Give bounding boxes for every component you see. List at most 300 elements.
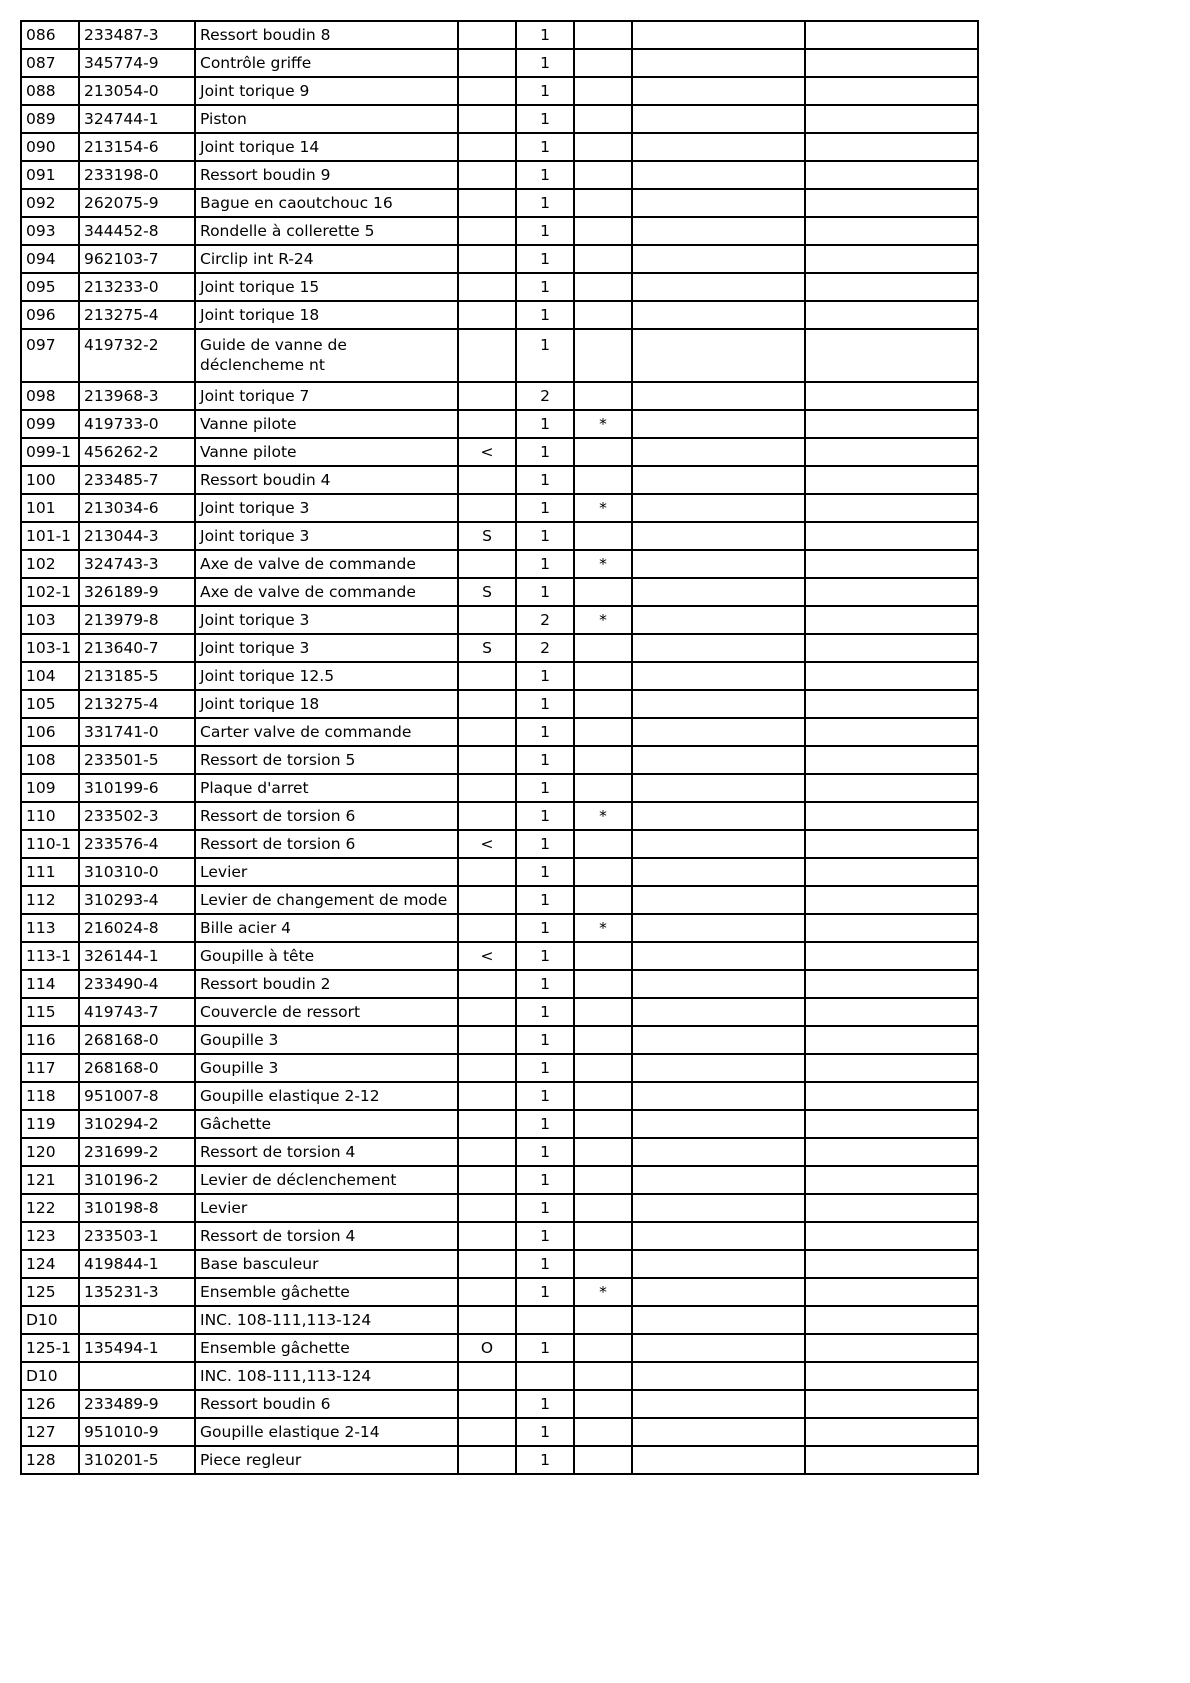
flag-cell bbox=[458, 1138, 516, 1166]
description-cell: Goupille à tête bbox=[195, 942, 458, 970]
note-mark-cell bbox=[574, 273, 632, 301]
part-number-cell: 419743-7 bbox=[79, 998, 195, 1026]
flag-cell bbox=[458, 1446, 516, 1474]
part-number-cell: 324744-1 bbox=[79, 105, 195, 133]
table-row bbox=[21, 998, 978, 1026]
blank-cell bbox=[805, 1222, 978, 1250]
description-cell: Piece regleur bbox=[195, 1446, 458, 1474]
blank-cell bbox=[805, 718, 978, 746]
note-mark-cell: * bbox=[574, 410, 632, 438]
flag-cell bbox=[458, 273, 516, 301]
quantity-cell: 1 bbox=[516, 1138, 574, 1166]
flag-cell bbox=[458, 886, 516, 914]
blank-cell bbox=[805, 217, 978, 245]
part-number-cell: 345774-9 bbox=[79, 49, 195, 77]
table-row bbox=[21, 634, 978, 662]
part-number-cell: 456262-2 bbox=[79, 438, 195, 466]
quantity-cell: 1 bbox=[516, 77, 574, 105]
part-number-cell: 213640-7 bbox=[79, 634, 195, 662]
item-number-cell: 103 bbox=[21, 606, 79, 634]
item-number-cell: 126 bbox=[21, 1390, 79, 1418]
blank-cell bbox=[805, 1418, 978, 1446]
blank-cell bbox=[805, 774, 978, 802]
item-number-cell: 118 bbox=[21, 1082, 79, 1110]
part-number-cell: 213275-4 bbox=[79, 301, 195, 329]
flag-cell bbox=[458, 1362, 516, 1390]
quantity-cell: 1 bbox=[516, 133, 574, 161]
blank-cell bbox=[805, 550, 978, 578]
blank-cell bbox=[805, 466, 978, 494]
table-row bbox=[21, 1138, 978, 1166]
table-row bbox=[21, 105, 978, 133]
quantity-cell: 1 bbox=[516, 578, 574, 606]
note-mark-cell bbox=[574, 1390, 632, 1418]
flag-cell bbox=[458, 1082, 516, 1110]
item-number-cell: 125 bbox=[21, 1278, 79, 1306]
flag-cell: < bbox=[458, 942, 516, 970]
description-cell: Piston bbox=[195, 105, 458, 133]
part-number-cell: 233487-3 bbox=[79, 21, 195, 49]
flag-cell bbox=[458, 466, 516, 494]
table-row bbox=[21, 1278, 978, 1306]
blank-cell bbox=[632, 161, 805, 189]
flag-cell bbox=[458, 858, 516, 886]
description-cell: Joint torique 9 bbox=[195, 77, 458, 105]
description-cell: Ressort boudin 4 bbox=[195, 466, 458, 494]
blank-cell bbox=[632, 1250, 805, 1278]
description-cell: Joint torique 3 bbox=[195, 606, 458, 634]
description-cell: INC. 108-111,113-124 bbox=[195, 1306, 458, 1334]
item-number-cell: 127 bbox=[21, 1418, 79, 1446]
item-number-cell: 096 bbox=[21, 301, 79, 329]
blank-cell bbox=[805, 858, 978, 886]
description-cell: Ressort de torsion 4 bbox=[195, 1222, 458, 1250]
blank-cell bbox=[805, 914, 978, 942]
flag-cell: S bbox=[458, 522, 516, 550]
table-row bbox=[21, 774, 978, 802]
table-row bbox=[21, 133, 978, 161]
quantity-cell: 1 bbox=[516, 662, 574, 690]
quantity-cell: 1 bbox=[516, 189, 574, 217]
note-mark-cell bbox=[574, 49, 632, 77]
table-row bbox=[21, 1222, 978, 1250]
note-mark-cell bbox=[574, 105, 632, 133]
quantity-cell: 1 bbox=[516, 802, 574, 830]
description-cell: Joint torique 12.5 bbox=[195, 662, 458, 690]
table-row bbox=[21, 1250, 978, 1278]
part-number-cell: 233489-9 bbox=[79, 1390, 195, 1418]
blank-cell bbox=[805, 382, 978, 410]
item-number-cell: 095 bbox=[21, 273, 79, 301]
part-number-cell: 135231-3 bbox=[79, 1278, 195, 1306]
flag-cell bbox=[458, 189, 516, 217]
table-row bbox=[21, 1418, 978, 1446]
description-cell: Ressort de torsion 5 bbox=[195, 746, 458, 774]
blank-cell bbox=[805, 301, 978, 329]
description-cell: Ressort de torsion 6 bbox=[195, 802, 458, 830]
blank-cell bbox=[805, 802, 978, 830]
table-row bbox=[21, 1390, 978, 1418]
quantity-cell: 1 bbox=[516, 830, 574, 858]
part-number-cell: 344452-8 bbox=[79, 217, 195, 245]
blank-cell bbox=[805, 1138, 978, 1166]
quantity-cell: 2 bbox=[516, 606, 574, 634]
blank-cell bbox=[632, 301, 805, 329]
note-mark-cell bbox=[574, 1250, 632, 1278]
description-cell: Levier bbox=[195, 858, 458, 886]
table-row bbox=[21, 550, 978, 578]
description-cell: Goupille 3 bbox=[195, 1054, 458, 1082]
table-row bbox=[21, 217, 978, 245]
part-number-cell: 419844-1 bbox=[79, 1250, 195, 1278]
flag-cell bbox=[458, 21, 516, 49]
table-row bbox=[21, 245, 978, 273]
description-cell: Levier de changement de mode bbox=[195, 886, 458, 914]
blank-cell bbox=[632, 1082, 805, 1110]
part-number-cell: 310294-2 bbox=[79, 1110, 195, 1138]
part-number-cell: 233485-7 bbox=[79, 466, 195, 494]
flag-cell bbox=[458, 550, 516, 578]
flag-cell bbox=[458, 774, 516, 802]
flag-cell bbox=[458, 77, 516, 105]
flag-cell bbox=[458, 914, 516, 942]
note-mark-cell: * bbox=[574, 802, 632, 830]
part-number-cell: 310199-6 bbox=[79, 774, 195, 802]
item-number-cell: 100 bbox=[21, 466, 79, 494]
description-cell: Goupille elastique 2-12 bbox=[195, 1082, 458, 1110]
part-number-cell: 419733-0 bbox=[79, 410, 195, 438]
quantity-cell: 1 bbox=[516, 49, 574, 77]
note-mark-cell bbox=[574, 970, 632, 998]
quantity-cell bbox=[516, 1306, 574, 1334]
note-mark-cell bbox=[574, 998, 632, 1026]
description-cell: Levier bbox=[195, 1194, 458, 1222]
blank-cell bbox=[632, 998, 805, 1026]
quantity-cell: 1 bbox=[516, 273, 574, 301]
table-row bbox=[21, 329, 978, 382]
item-number-cell: 098 bbox=[21, 382, 79, 410]
table-row bbox=[21, 1082, 978, 1110]
quantity-cell: 2 bbox=[516, 634, 574, 662]
description-cell: Base basculeur bbox=[195, 1250, 458, 1278]
description-cell: Ensemble gâchette bbox=[195, 1334, 458, 1362]
quantity-cell: 1 bbox=[516, 998, 574, 1026]
item-number-cell: 104 bbox=[21, 662, 79, 690]
flag-cell bbox=[458, 1026, 516, 1054]
table-row bbox=[21, 1362, 978, 1390]
blank-cell bbox=[632, 1026, 805, 1054]
note-mark-cell bbox=[574, 1082, 632, 1110]
item-number-cell: 119 bbox=[21, 1110, 79, 1138]
part-number-cell: 326144-1 bbox=[79, 942, 195, 970]
flag-cell: S bbox=[458, 578, 516, 606]
description-cell: Vanne pilote bbox=[195, 438, 458, 466]
quantity-cell: 1 bbox=[516, 858, 574, 886]
quantity-cell: 1 bbox=[516, 494, 574, 522]
description-cell: Joint torique 3 bbox=[195, 634, 458, 662]
item-number-cell: 089 bbox=[21, 105, 79, 133]
blank-cell bbox=[805, 1278, 978, 1306]
item-number-cell: 111 bbox=[21, 858, 79, 886]
item-number-cell: 113 bbox=[21, 914, 79, 942]
blank-cell bbox=[805, 606, 978, 634]
part-number-cell: 310293-4 bbox=[79, 886, 195, 914]
note-mark-cell: * bbox=[574, 914, 632, 942]
quantity-cell bbox=[516, 1362, 574, 1390]
note-mark-cell: * bbox=[574, 606, 632, 634]
description-cell: Circlip int R-24 bbox=[195, 245, 458, 273]
blank-cell bbox=[805, 245, 978, 273]
table-row bbox=[21, 606, 978, 634]
note-mark-cell bbox=[574, 382, 632, 410]
note-mark-cell bbox=[574, 1194, 632, 1222]
description-cell: Joint torique 14 bbox=[195, 133, 458, 161]
note-mark-cell bbox=[574, 1446, 632, 1474]
flag-cell bbox=[458, 494, 516, 522]
blank-cell bbox=[632, 1110, 805, 1138]
flag-cell bbox=[458, 1222, 516, 1250]
part-number-cell: 419732-2 bbox=[79, 329, 195, 382]
flag-cell bbox=[458, 1166, 516, 1194]
quantity-cell: 1 bbox=[516, 1418, 574, 1446]
blank-cell bbox=[805, 49, 978, 77]
quantity-cell: 1 bbox=[516, 1082, 574, 1110]
description-cell: Gâchette bbox=[195, 1110, 458, 1138]
item-number-cell: 105 bbox=[21, 690, 79, 718]
blank-cell bbox=[805, 77, 978, 105]
flag-cell bbox=[458, 133, 516, 161]
item-number-cell: D10 bbox=[21, 1362, 79, 1390]
blank-cell bbox=[632, 970, 805, 998]
blank-cell bbox=[632, 690, 805, 718]
blank-cell bbox=[805, 329, 978, 382]
blank-cell bbox=[632, 1390, 805, 1418]
part-number-cell: 135494-1 bbox=[79, 1334, 195, 1362]
blank-cell bbox=[805, 494, 978, 522]
blank-cell bbox=[805, 1166, 978, 1194]
blank-cell bbox=[805, 970, 978, 998]
blank-cell bbox=[632, 858, 805, 886]
description-cell: Ressort de torsion 4 bbox=[195, 1138, 458, 1166]
description-cell: Joint torique 15 bbox=[195, 273, 458, 301]
quantity-cell: 1 bbox=[516, 1026, 574, 1054]
note-mark-cell bbox=[574, 1110, 632, 1138]
blank-cell bbox=[805, 830, 978, 858]
flag-cell: < bbox=[458, 438, 516, 466]
description-cell: Ressort de torsion 6 bbox=[195, 830, 458, 858]
note-mark-cell bbox=[574, 522, 632, 550]
blank-cell bbox=[805, 1054, 978, 1082]
blank-cell bbox=[632, 942, 805, 970]
quantity-cell: 1 bbox=[516, 1110, 574, 1138]
description-cell: Vanne pilote bbox=[195, 410, 458, 438]
part-number-cell: 310201-5 bbox=[79, 1446, 195, 1474]
blank-cell bbox=[632, 550, 805, 578]
table-row bbox=[21, 830, 978, 858]
description-cell: Contrôle griffe bbox=[195, 49, 458, 77]
blank-cell bbox=[805, 273, 978, 301]
blank-cell bbox=[632, 774, 805, 802]
item-number-cell: 113-1 bbox=[21, 942, 79, 970]
note-mark-cell bbox=[574, 858, 632, 886]
part-number-cell: 233501-5 bbox=[79, 746, 195, 774]
quantity-cell: 1 bbox=[516, 746, 574, 774]
note-mark-cell bbox=[574, 1166, 632, 1194]
part-number-cell: 262075-9 bbox=[79, 189, 195, 217]
note-mark-cell bbox=[574, 77, 632, 105]
quantity-cell: 1 bbox=[516, 1334, 574, 1362]
table-row bbox=[21, 942, 978, 970]
item-number-cell: 110 bbox=[21, 802, 79, 830]
blank-cell bbox=[632, 105, 805, 133]
note-mark-cell bbox=[574, 718, 632, 746]
blank-cell bbox=[632, 522, 805, 550]
flag-cell bbox=[458, 662, 516, 690]
part-number-cell bbox=[79, 1362, 195, 1390]
flag-cell bbox=[458, 606, 516, 634]
note-mark-cell bbox=[574, 245, 632, 273]
quantity-cell: 1 bbox=[516, 1446, 574, 1474]
note-mark-cell bbox=[574, 690, 632, 718]
blank-cell bbox=[632, 606, 805, 634]
item-number-cell: 120 bbox=[21, 1138, 79, 1166]
item-number-cell: 086 bbox=[21, 21, 79, 49]
item-number-cell: 108 bbox=[21, 746, 79, 774]
description-cell: Ressort boudin 9 bbox=[195, 161, 458, 189]
item-number-cell: 106 bbox=[21, 718, 79, 746]
description-cell: Guide de vanne de déclencheme nt bbox=[195, 329, 458, 382]
item-number-cell: 103-1 bbox=[21, 634, 79, 662]
blank-cell bbox=[805, 1110, 978, 1138]
note-mark-cell: * bbox=[574, 1278, 632, 1306]
note-mark-cell bbox=[574, 886, 632, 914]
blank-cell bbox=[632, 245, 805, 273]
note-mark-cell bbox=[574, 662, 632, 690]
note-mark-cell bbox=[574, 1138, 632, 1166]
description-cell: Levier de déclenchement bbox=[195, 1166, 458, 1194]
flag-cell bbox=[458, 746, 516, 774]
quantity-cell: 1 bbox=[516, 1194, 574, 1222]
table-row bbox=[21, 466, 978, 494]
item-number-cell: D10 bbox=[21, 1306, 79, 1334]
description-cell: Plaque d'arret bbox=[195, 774, 458, 802]
table-row bbox=[21, 77, 978, 105]
blank-cell bbox=[632, 217, 805, 245]
table-row bbox=[21, 1194, 978, 1222]
blank-cell bbox=[805, 161, 978, 189]
note-mark-cell bbox=[574, 301, 632, 329]
description-cell: Ensemble gâchette bbox=[195, 1278, 458, 1306]
flag-cell bbox=[458, 1194, 516, 1222]
flag-cell bbox=[458, 802, 516, 830]
quantity-cell: 1 bbox=[516, 301, 574, 329]
note-mark-cell bbox=[574, 217, 632, 245]
blank-cell bbox=[632, 273, 805, 301]
item-number-cell: 099-1 bbox=[21, 438, 79, 466]
quantity-cell: 1 bbox=[516, 942, 574, 970]
quantity-cell: 1 bbox=[516, 1278, 574, 1306]
item-number-cell: 091 bbox=[21, 161, 79, 189]
item-number-cell: 112 bbox=[21, 886, 79, 914]
parts-list-table bbox=[20, 20, 979, 1475]
table-row bbox=[21, 886, 978, 914]
quantity-cell: 1 bbox=[516, 1250, 574, 1278]
flag-cell: S bbox=[458, 634, 516, 662]
item-number-cell: 122 bbox=[21, 1194, 79, 1222]
part-number-cell: 213968-3 bbox=[79, 382, 195, 410]
blank-cell bbox=[632, 1278, 805, 1306]
blank-cell bbox=[632, 1446, 805, 1474]
blank-cell bbox=[632, 578, 805, 606]
part-number-cell: 213275-4 bbox=[79, 690, 195, 718]
item-number-cell: 109 bbox=[21, 774, 79, 802]
flag-cell: < bbox=[458, 830, 516, 858]
item-number-cell: 102-1 bbox=[21, 578, 79, 606]
description-cell: Couvercle de ressort bbox=[195, 998, 458, 1026]
table-row bbox=[21, 662, 978, 690]
parts-table-body bbox=[21, 21, 978, 1474]
quantity-cell: 1 bbox=[516, 550, 574, 578]
quantity-cell: 2 bbox=[516, 382, 574, 410]
table-row bbox=[21, 1166, 978, 1194]
note-mark-cell bbox=[574, 189, 632, 217]
part-number-cell: 213979-8 bbox=[79, 606, 195, 634]
note-mark-cell: * bbox=[574, 550, 632, 578]
description-cell: Joint torique 18 bbox=[195, 690, 458, 718]
quantity-cell: 1 bbox=[516, 1390, 574, 1418]
note-mark-cell bbox=[574, 1362, 632, 1390]
table-row bbox=[21, 438, 978, 466]
blank-cell bbox=[805, 1082, 978, 1110]
item-number-cell: 117 bbox=[21, 1054, 79, 1082]
blank-cell bbox=[805, 1334, 978, 1362]
blank-cell bbox=[632, 133, 805, 161]
item-number-cell: 121 bbox=[21, 1166, 79, 1194]
description-cell: INC. 108-111,113-124 bbox=[195, 1362, 458, 1390]
part-number-cell: 231699-2 bbox=[79, 1138, 195, 1166]
quantity-cell: 1 bbox=[516, 21, 574, 49]
item-number-cell: 094 bbox=[21, 245, 79, 273]
blank-cell bbox=[632, 662, 805, 690]
description-cell: Rondelle à collerette 5 bbox=[195, 217, 458, 245]
blank-cell bbox=[632, 49, 805, 77]
blank-cell bbox=[632, 1138, 805, 1166]
blank-cell bbox=[632, 1194, 805, 1222]
item-number-cell: 093 bbox=[21, 217, 79, 245]
note-mark-cell bbox=[574, 830, 632, 858]
quantity-cell: 1 bbox=[516, 970, 574, 998]
table-row bbox=[21, 410, 978, 438]
item-number-cell: 090 bbox=[21, 133, 79, 161]
blank-cell bbox=[632, 1362, 805, 1390]
description-cell: Goupille elastique 2-14 bbox=[195, 1418, 458, 1446]
item-number-cell: 125-1 bbox=[21, 1334, 79, 1362]
table-row bbox=[21, 21, 978, 49]
flag-cell bbox=[458, 105, 516, 133]
part-number-cell: 213034-6 bbox=[79, 494, 195, 522]
table-row bbox=[21, 1446, 978, 1474]
flag-cell bbox=[458, 1278, 516, 1306]
table-row bbox=[21, 522, 978, 550]
blank-cell bbox=[805, 438, 978, 466]
blank-cell bbox=[632, 1166, 805, 1194]
blank-cell bbox=[805, 634, 978, 662]
table-row bbox=[21, 802, 978, 830]
table-row bbox=[21, 273, 978, 301]
blank-cell bbox=[632, 494, 805, 522]
part-number-cell: 213044-3 bbox=[79, 522, 195, 550]
table-row bbox=[21, 690, 978, 718]
